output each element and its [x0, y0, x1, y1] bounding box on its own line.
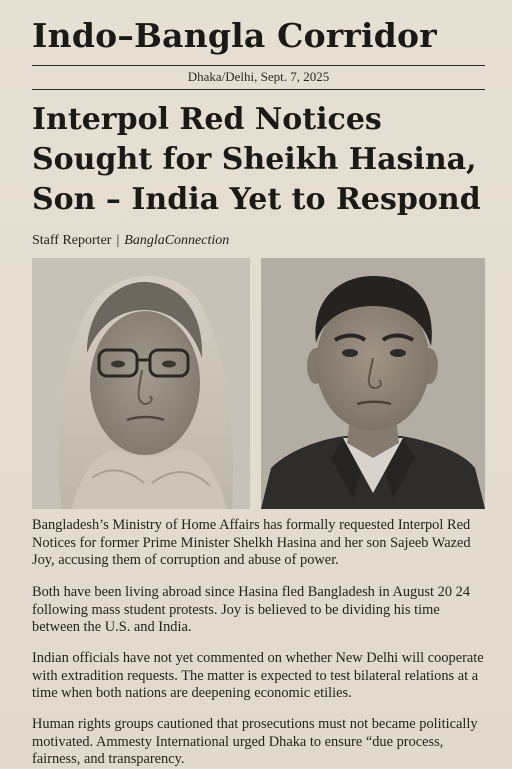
article-paragraph-1: Bangladesh’s Ministry of Home Affairs has formally requested Interpol Red Notices for former Prime Minister Shelkh Hasina and her son Sajeeb Wazed Joy, accusing them of corruption and abuse of power. [32, 517, 471, 569]
masthead-rule-top [32, 65, 485, 66]
photo-left-illustration [32, 258, 250, 509]
byline-outlet: BanglaConnection [124, 233, 230, 248]
article-paragraph-3: Indian officials have not yet commented on whether New Delhi will cooperate with extradition requests. The matter is expected to test bilateral relations at a time when both nations are deepening economic etilies. [32, 650, 484, 702]
photo-right-portrait [261, 258, 485, 509]
byline-separator: | [116, 233, 120, 248]
masthead-rule-bottom [32, 89, 485, 90]
photo-left-portrait [32, 258, 250, 509]
byline [32, 232, 229, 250]
dateline: Dhaka/Delhi, Sept. 7, 2025 [187, 69, 330, 84]
photo-right-illustration [261, 258, 485, 509]
article-paragraph-2: Both have been living abroad since Hasina fled Bangladesh in August 20 24 following mass student protests. Joy is believed to be dividing his time between the U.S. and India. [32, 584, 471, 636]
article-headline: Interpol Red Notices Sought for Sheikh Hasina, Son – India Yet to Respond [32, 102, 481, 217]
masthead-title: Indo–Bangla Corridor [32, 16, 437, 55]
byline-author: Staff Reporter [32, 233, 112, 248]
article-paragraph-4: Human rights groups cautioned that prosecutions must not became politically motivated. Ammesty International urged Dhaka to ensure “due process, fairness, and transparency. [32, 716, 478, 768]
